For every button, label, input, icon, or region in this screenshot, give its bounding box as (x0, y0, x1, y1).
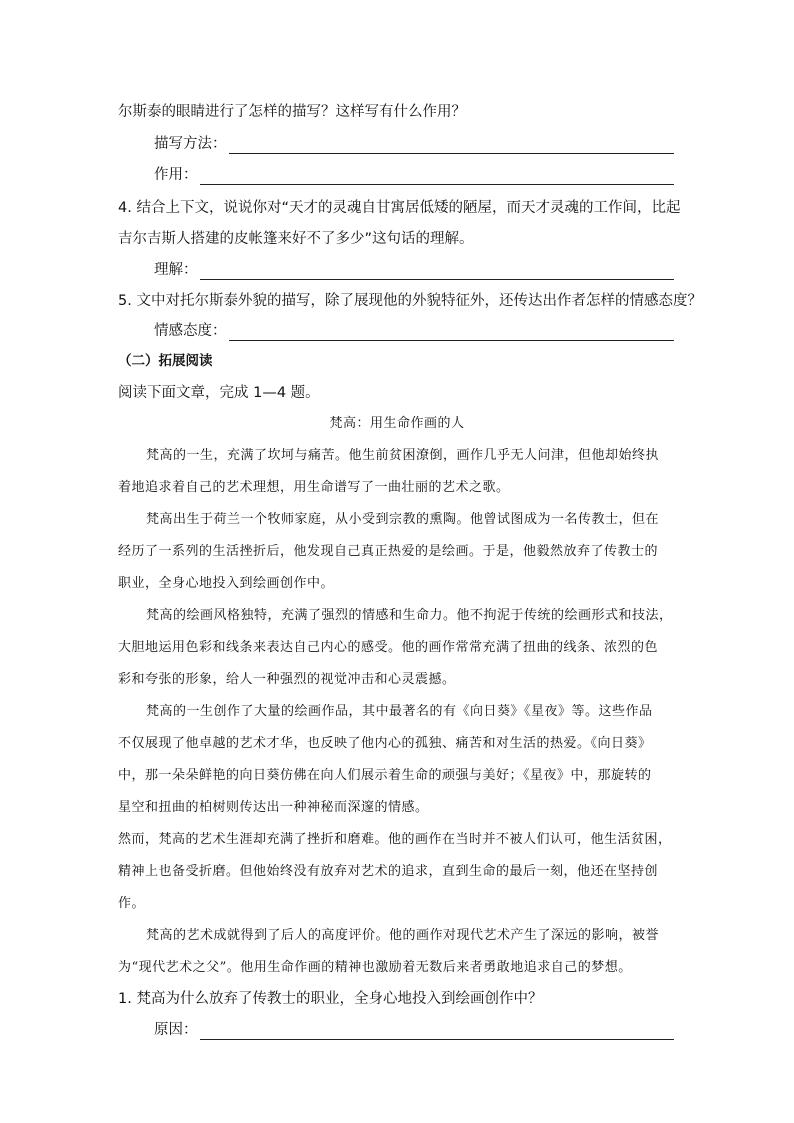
field-label: 理解： (154, 262, 198, 278)
question-1: 1. 梵高为什么放弃了传教士的职业，全身心地投入到绘画创作中？ (118, 991, 543, 1007)
question-5: 5. 文中对托尔斯泰外貌的描写，除了展现他的外貌特征外，还传达出作者怎样的情感态度？ (118, 293, 702, 309)
question-4-line-2: 吉尔吉斯人搭建的皮帐篷来好不了多少”这句话的理解。 (118, 231, 474, 247)
article-line: 为“现代艺术之父”。他用生命作画的精神也激励着无数后来者勇敢地追求自己的梦想。 (118, 960, 632, 975)
article-line: 着地追求着自己的艺术理想，用生命谱写了一曲壮丽的艺术之歌。 (118, 480, 510, 495)
answer-blank[interactable] (200, 1026, 675, 1040)
article-line: 职业，全身心地投入到绘画创作中。 (118, 576, 335, 591)
article-line: 梵高的艺术成就得到了后人的高度评价。他的画作对现代艺术产生了深远的影响，被誉 (146, 928, 660, 943)
article-line: 经历了一系列的生活挫折后，他发现自己真正热爱的是绘画。于是，他毅然放弃了传教士的 (118, 544, 659, 559)
article-line: 星空和扭曲的柏树则传达出一种神秘而深邃的情感。 (118, 800, 429, 815)
q5-answer-field (154, 321, 674, 341)
answer-blank[interactable] (229, 327, 675, 341)
question-4-line-1: 4. 结合上下文，说说你对“天才的灵魂自甘寓居低矮的陋屋，而天才灵魂的工作间，比起 (118, 200, 681, 216)
field-label: 情感态度： (154, 323, 227, 339)
reading-instruction: 阅读下面文章，完成 1—4 题。 (118, 385, 320, 401)
question-3-continued: 尔斯泰的眼睛进行了怎样的描写？这样写有什么作用？ (118, 104, 466, 120)
article-line: 彩和夸张的形象，给人一种强烈的视觉冲击和心灵震撼。 (118, 672, 456, 687)
answer-blank[interactable] (200, 266, 675, 280)
article-title: 梵高：用生命作画的人 (329, 416, 465, 431)
article-line: 梵高的绘画风格独特，充满了强烈的情感和生命力。他不拘泥于传统的绘画形式和技法， (146, 608, 673, 623)
answer-blank[interactable] (200, 171, 675, 185)
q3-method-field (154, 134, 674, 154)
article-line: 大胆地运用色彩和线条来表达自己内心的感受。他的画作常常充满了扭曲的线条、浓烈的色 (118, 640, 659, 655)
q1-answer-field (154, 1020, 674, 1040)
field-label: 原因： (154, 1022, 198, 1038)
article-line: 不仅展现了他卓越的艺术才华，也反映了他内心的孤独、痛苦和对生活的热爱。《向日葵》 (118, 736, 652, 751)
q4-answer-field (154, 260, 674, 280)
q3-effect-field (154, 165, 674, 185)
article-line: 中，那一朵朵鲜艳的向日葵仿佛在向人们展示着生命的顽强与美好；《星夜》中，那旋转的 (118, 768, 652, 783)
article-line: 精神上也备受折磨。但他始终没有放弃对艺术的追求，直到生命的最后一刻，他还在坚持创 (118, 864, 659, 879)
article-line: 梵高的一生创作了大量的绘画作品，其中最著名的有《向日葵》《星夜》等。这些作品 (146, 704, 653, 719)
field-label: 作用： (154, 167, 198, 183)
section-title: （二）拓展阅读 (118, 353, 213, 369)
article-line: 然而，梵高的艺术生涯却充满了挫折和磨难。他的画作在当时并不被人们认可，他生活贫困， (118, 832, 672, 847)
field-label: 描写方法： (154, 136, 227, 152)
article-line: 作。 (118, 896, 146, 911)
answer-blank[interactable] (229, 140, 675, 154)
article-line: 梵高出生于荷兰一个牧师家庭，从小受到宗教的熏陶。他曾试图成为一名传教士，但在 (146, 512, 660, 527)
article-line: 梵高的一生，充满了坎坷与痛苦。他生前贫困潦倒，画作几乎无人问津，但他却始终执 (146, 448, 660, 463)
